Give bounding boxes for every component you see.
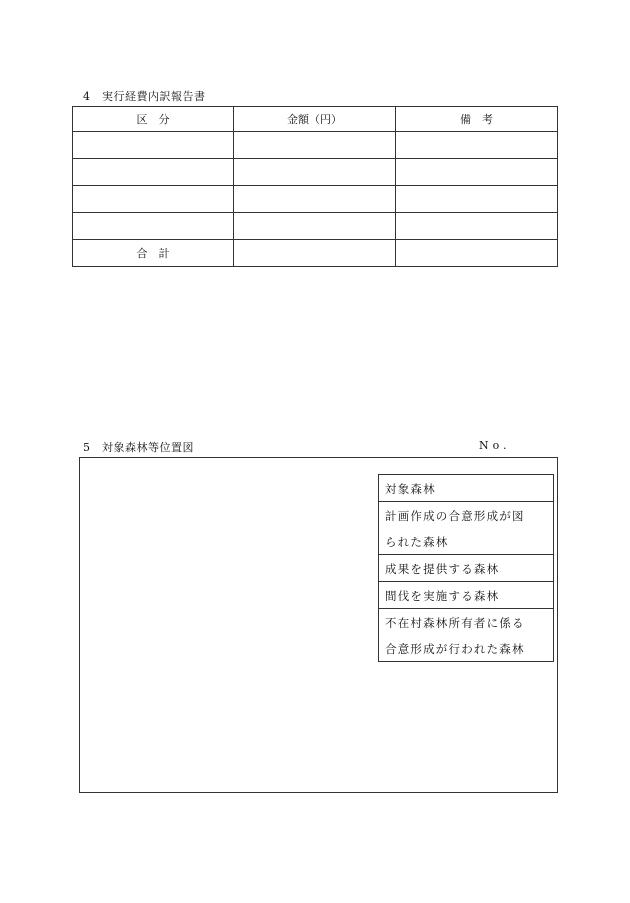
total-row bbox=[73, 240, 558, 267]
legend-text: 成果を提供する森林 bbox=[385, 562, 500, 576]
header-category: 区 分 bbox=[73, 107, 234, 132]
remarks-cell bbox=[396, 186, 558, 213]
map-legend bbox=[378, 474, 554, 662]
table-row bbox=[73, 132, 558, 159]
legend-text: 不在村森林所有者に係る bbox=[385, 616, 525, 630]
amount-cell bbox=[234, 186, 396, 213]
total-label: 合 計 bbox=[73, 240, 234, 267]
category-cell bbox=[73, 213, 234, 240]
section-5-title: 5 対象森林等位置図 bbox=[83, 441, 194, 454]
table-row bbox=[73, 186, 558, 213]
map-number-label: No. bbox=[479, 439, 511, 452]
legend-text: 間伐を実施する森林 bbox=[385, 589, 500, 603]
remarks-cell bbox=[396, 132, 558, 159]
table-row bbox=[73, 159, 558, 186]
table-header-row bbox=[73, 107, 558, 132]
amount-cell bbox=[234, 213, 396, 240]
expense-breakdown-table bbox=[72, 106, 558, 267]
legend-text: 計画作成の合意形成が図 bbox=[385, 509, 525, 523]
amount-cell bbox=[234, 159, 396, 186]
legend-item-results-forest bbox=[379, 554, 553, 581]
total-remarks-cell bbox=[396, 240, 558, 267]
section-4-title: 4 実行経費内訳報告書 bbox=[83, 90, 206, 103]
legend-text: られた森林 bbox=[385, 535, 449, 549]
header-remarks: 備 考 bbox=[396, 107, 558, 132]
remarks-cell bbox=[396, 213, 558, 240]
legend-text: 合意形成が行われた森林 bbox=[385, 642, 525, 656]
total-amount-cell bbox=[234, 240, 396, 267]
legend-item-target-forest bbox=[379, 475, 553, 501]
category-cell bbox=[73, 186, 234, 213]
legend-item-consensus-forest bbox=[379, 501, 553, 554]
amount-cell bbox=[234, 132, 396, 159]
table-row bbox=[73, 213, 558, 240]
legend-item-absentee-owner-forest bbox=[379, 608, 553, 661]
legend-text: 対象森林 bbox=[385, 482, 436, 496]
category-cell bbox=[73, 159, 234, 186]
category-cell bbox=[73, 132, 234, 159]
remarks-cell bbox=[396, 159, 558, 186]
header-amount: 金額（円） bbox=[234, 107, 396, 132]
legend-item-thinning-forest bbox=[379, 581, 553, 608]
